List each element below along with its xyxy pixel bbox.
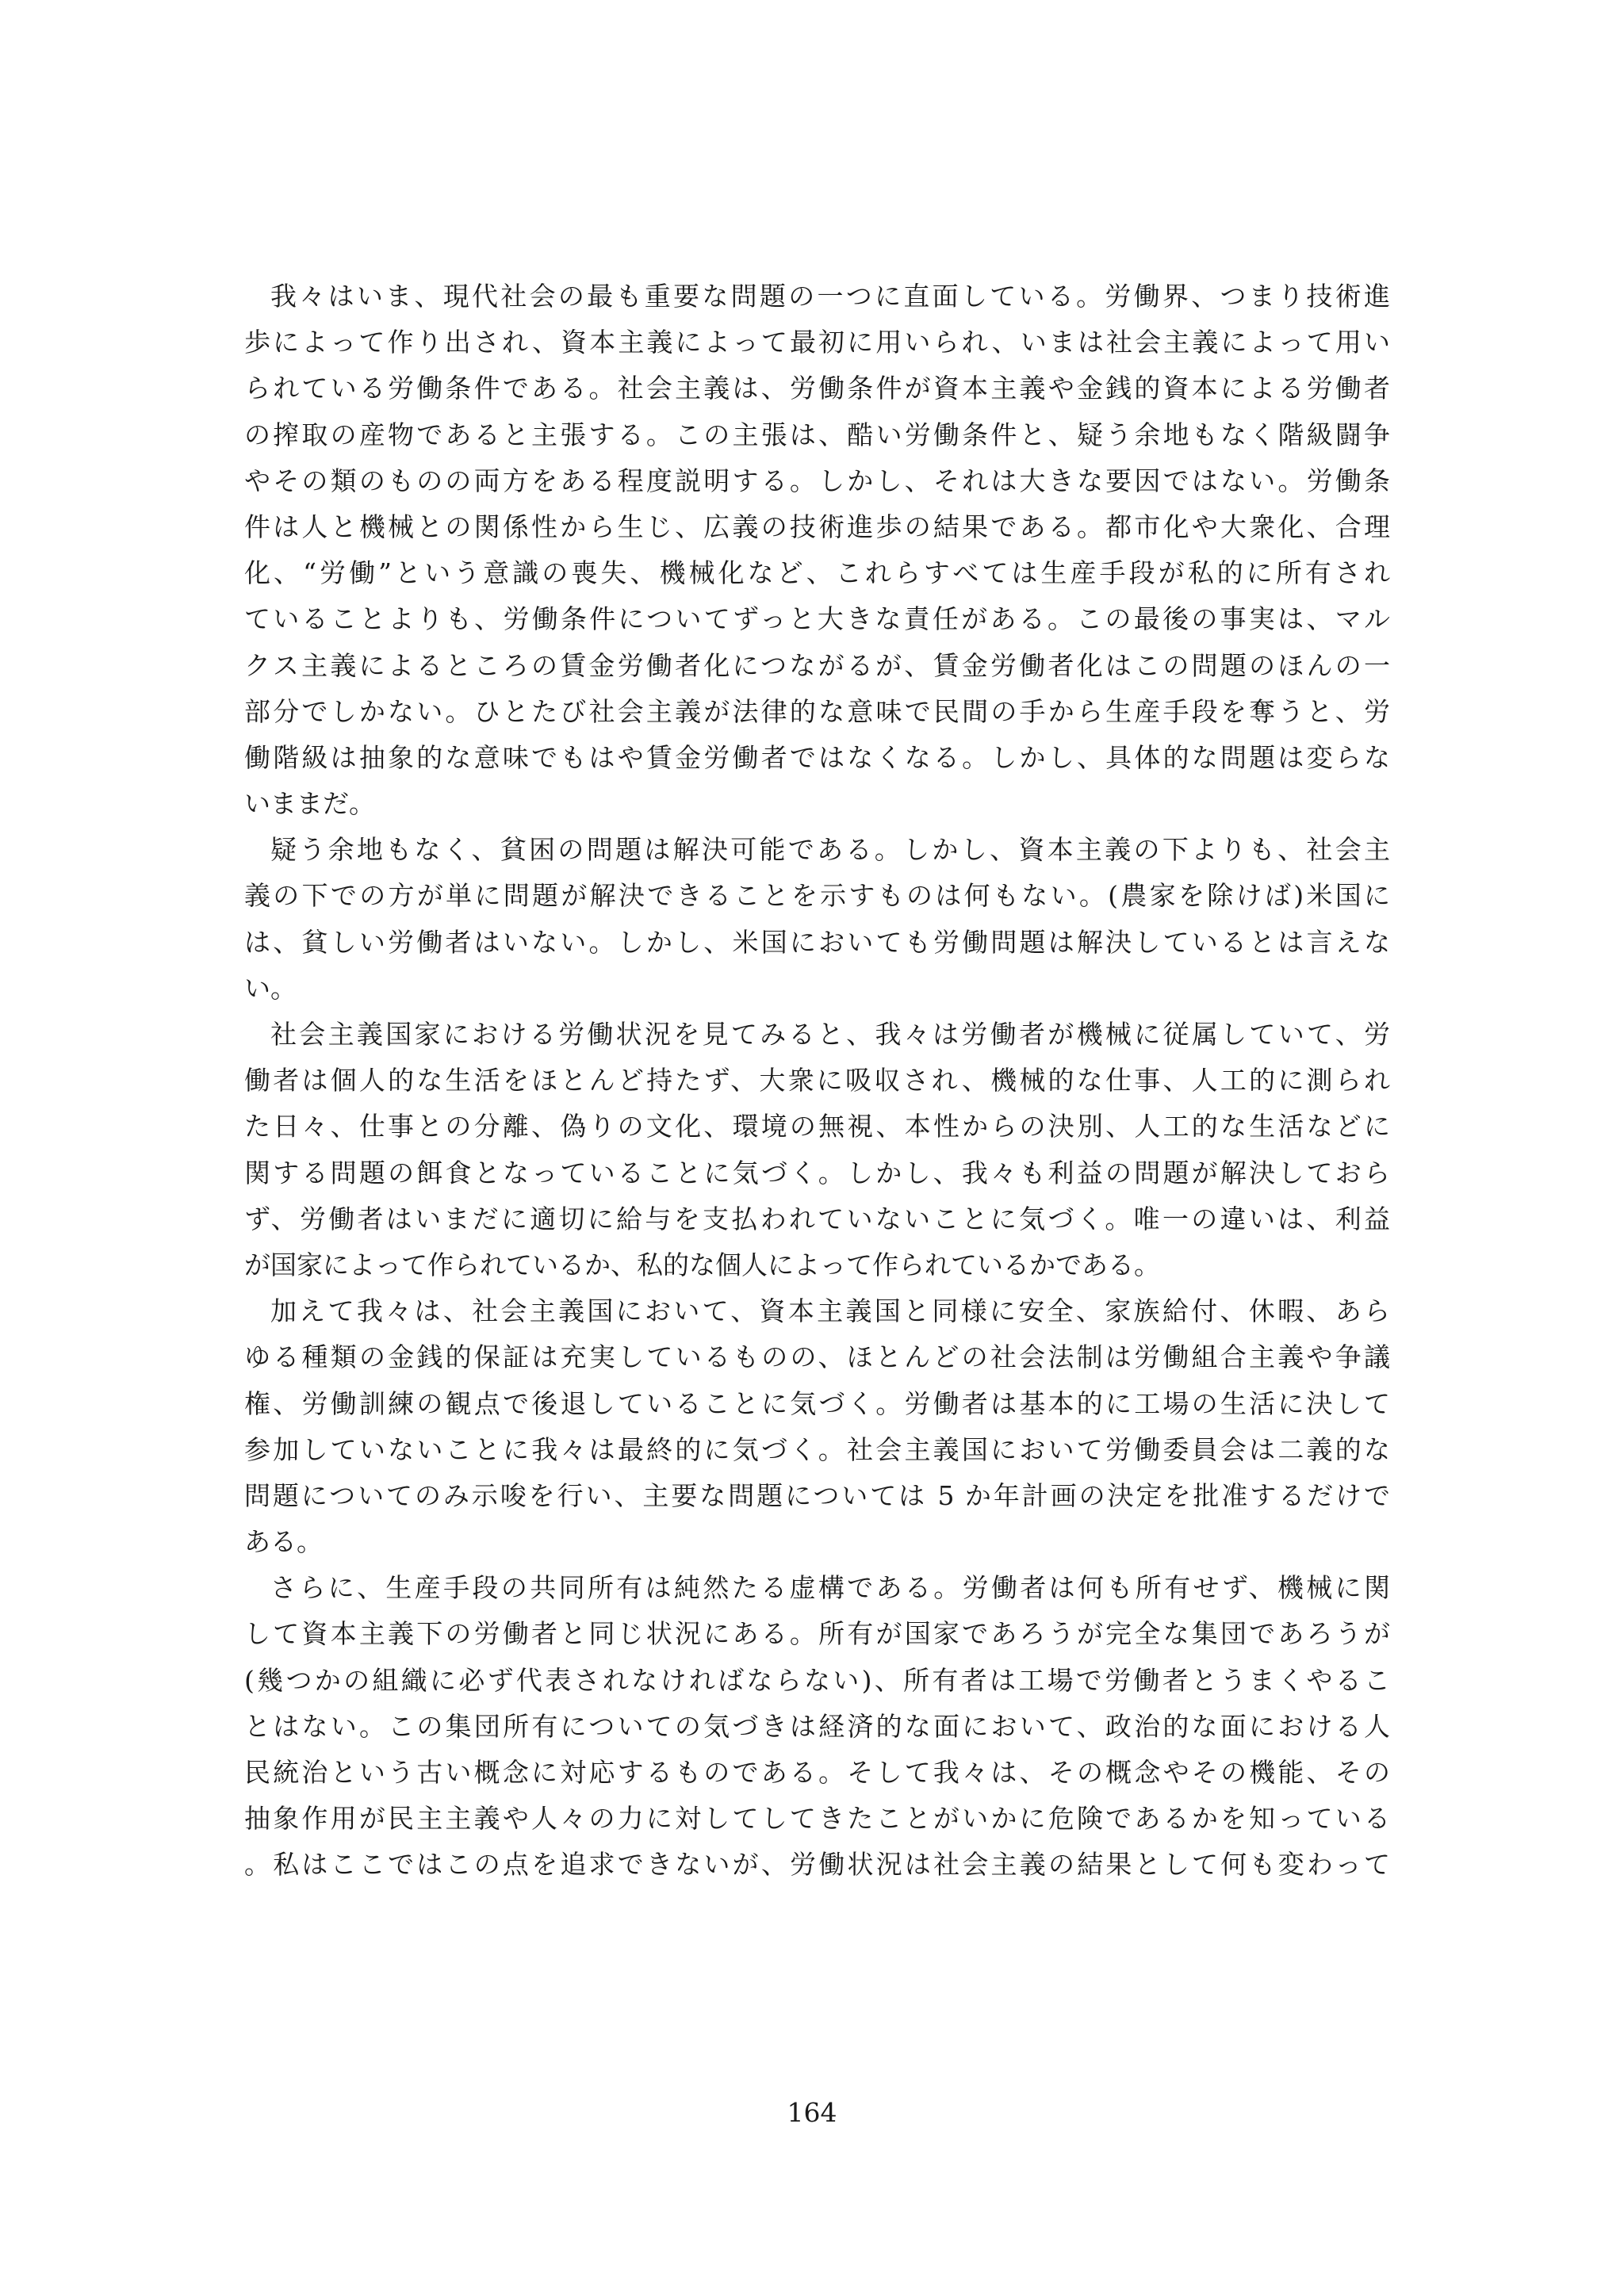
text-line: いままだ。 <box>244 788 375 820</box>
text-line: 権、労働訓練の観点で後退していることに気づく。労働者は基本的に工場の生活に決して <box>244 1387 1390 1419</box>
text-line: は、貧しい労働者はいない。しかし、米国においても労働問題は解決しているとは言えな <box>244 926 1390 958</box>
text-line: 社会主義国家における労働状況を見てみると、我々は労働者が機械に従属していて、労 <box>270 1019 1390 1050</box>
text-line: の搾取の産物であると主張する。この主張は、酷い労働条件と、疑う余地もなく階級闘争 <box>244 419 1390 450</box>
text-line: 部分でしかない。ひとたび社会主義が法律的な意味で民間の手から生産手段を奪うと、労 <box>244 695 1390 727</box>
text-line: ゆる種類の金銭的保証は充実しているものの、ほとんどの社会法制は労働組合主義や争議 <box>244 1341 1390 1373</box>
text-line: さらに、生産手段の共同所有は純然たる虚構である。労働者は何も所有せず、機械に関 <box>270 1572 1390 1604</box>
text-line: ある。 <box>244 1526 323 1558</box>
text-line: られている労働条件である。社会主義は、労働条件が資本主義や金銭的資本による労働者 <box>244 373 1390 404</box>
text-line: ていることよりも、労働条件についてずっと大きな責任がある。この最後の事実は、マル <box>244 603 1390 635</box>
text-line: やその類のものの両方をある程度説明する。しかし、それは大きな要因ではない。労働条 <box>244 465 1390 496</box>
text-line: 問題についてのみ示唆を行い、主要な問題については 5 か年計画の決定を批准するだけで <box>244 1479 1390 1511</box>
text-line: 抽象作用が民主主義や人々の力に対してしてきたことがいかに危険であるかを知っている <box>244 1803 1390 1835</box>
text-line: 歩によって作り出され、資本主義によって最初に用いられ、いまは社会主義によって用い <box>244 327 1390 358</box>
text-line: 我々はいま、現代社会の最も重要な問題の一つに直面している。労働界、つまり技術進 <box>270 281 1390 312</box>
text-line: 件は人と機械との関係性から生じ、広義の技術進歩の結果である。都市化や大衆化、合理 <box>244 511 1390 542</box>
text-line: が国家によって作られているか、私的な個人によって作られているかである。 <box>244 1249 1160 1280</box>
page-number: 164 <box>787 2097 837 2128</box>
body-text <box>244 274 1390 1888</box>
text-line: とはない。この集団所有についての気づきは経済的な面において、政治的な面における人 <box>244 1710 1390 1742</box>
text-line: 参加していないことに我々は最終的に気づく。社会主義国において労働委員会は二義的な <box>244 1433 1390 1465</box>
text-line: 義の下での方が単に問題が解決できることを示すものは何もない。(農家を除けば)米国に <box>244 880 1390 912</box>
text-line: ず、労働者はいまだに適切に給与を支払われていないことに気づく。唯一の違いは、利益 <box>244 1203 1390 1234</box>
text-line: た日々、仕事との分離、偽りの文化、環境の無視、本性からの決別、人工的な生活などに <box>244 1111 1390 1142</box>
text-line: い。 <box>244 972 297 1004</box>
text-line: 加えて我々は、社会主義国において、資本主義国と同様に安全、家族給付、休暇、あら <box>270 1295 1390 1327</box>
text-line: (幾つかの組織に必ず代表されなければならない)、所有者は工場で労働者とうまくやるこ <box>244 1664 1390 1696</box>
text-line: クス主義によるところの賃金労働者化につながるが、賃金労働者化はこの問題のほんの一 <box>244 649 1390 681</box>
text-line: して資本主義下の労働者と同じ状況にある。所有が国家であろうが完全な集団であろうが <box>244 1618 1390 1650</box>
text-line: 。私はここではこの点を追求できないが、労働状況は社会主義の結果として何も変わって <box>244 1849 1390 1881</box>
text-line: 関する問題の餌食となっていることに気づく。しかし、我々も利益の問題が解決しておら <box>244 1157 1390 1188</box>
text-line: 民統治という古い概念に対応するものである。そして我々は、その概念やその機能、その <box>244 1757 1390 1788</box>
text-line: 働者は個人的な生活をほとんど持たず、大衆に吸収され、機械的な仕事、人工的に測られ <box>244 1065 1390 1096</box>
text-line: 疑う余地もなく、貧困の問題は解決可能である。しかし、資本主義の下よりも、社会主 <box>270 834 1390 866</box>
text-line: 化、“労働”という意識の喪失、機械化など、これらすべては生産手段が私的に所有され <box>244 557 1390 589</box>
text-line: 働階級は抽象的な意味でもはや賃金労働者ではなくなる。しかし、具体的な問題は変らな <box>244 741 1390 773</box>
